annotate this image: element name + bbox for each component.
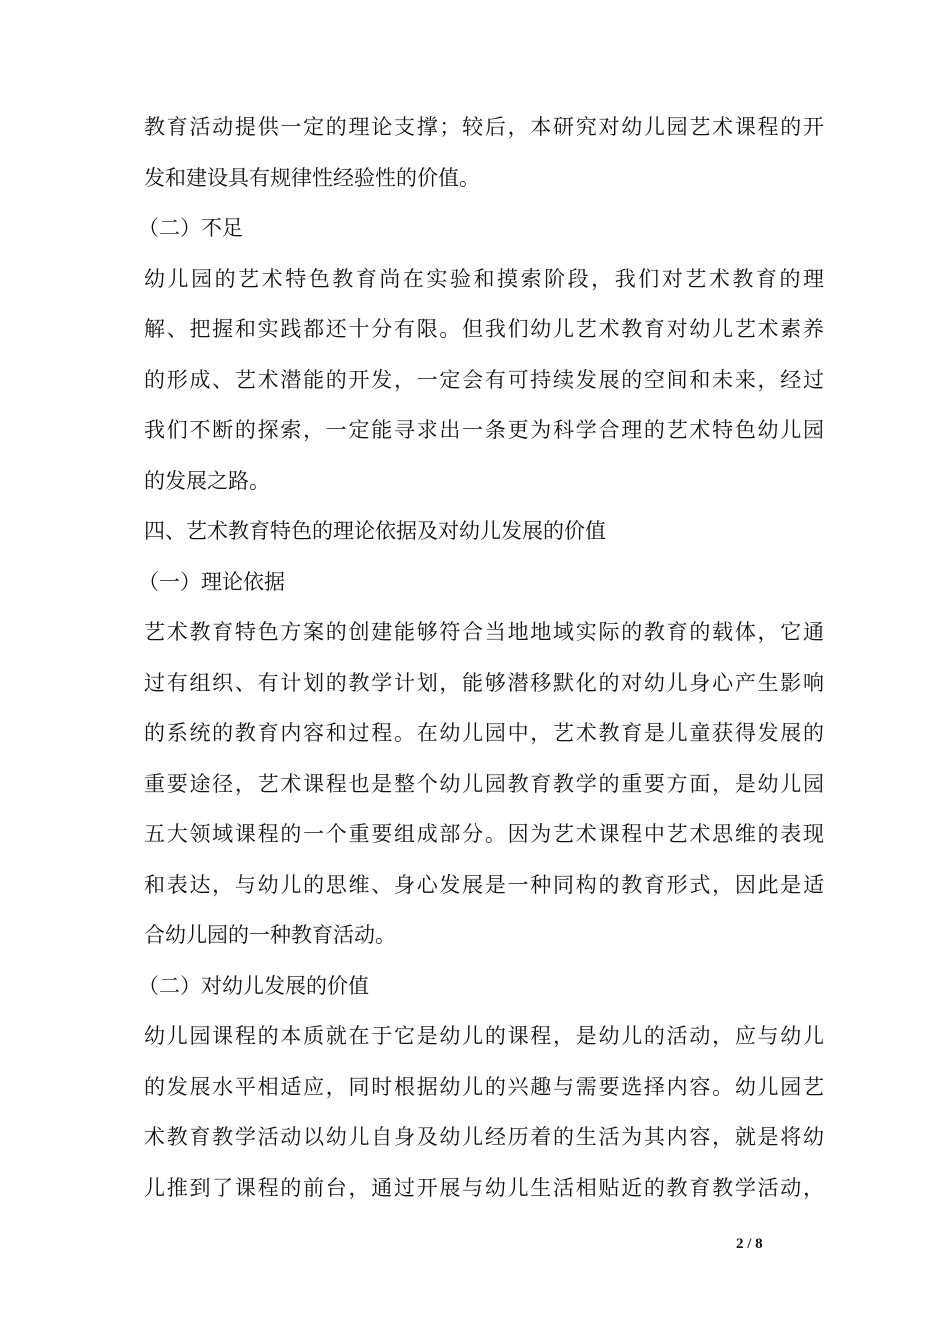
page-number: 2 / 8 bbox=[736, 1236, 763, 1252]
text-line: 的发展水平相适应，同时根据幼儿的兴趣与需要选择内容。幼儿园艺 bbox=[144, 1074, 824, 1099]
text-line: 发和建设具有规律性经验性的价值。 bbox=[144, 165, 480, 190]
text-line: 术教育教学活动以幼儿自身及幼儿经历着的生活为其内容，就是将幼 bbox=[144, 1125, 824, 1149]
text-line: 儿推到了课程的前台，通过开展与幼儿生活相贴近的教育教学活动， bbox=[144, 1175, 824, 1200]
text-line: 我们不断的探索，一定能寻求出一条更为科学合理的艺术特色幼儿园 bbox=[144, 418, 824, 442]
text-line: 幼儿园的艺术特色教育尚在实验和摸索阶段，我们对艺术教育的理 bbox=[144, 266, 824, 291]
text-line: 和表达，与幼儿的思维、身心发展是一种同构的教育形式，因此是适 bbox=[144, 872, 824, 897]
section-heading: 四、艺术教育特色的理论依据及对幼儿发展的价值 bbox=[144, 519, 606, 543]
text-line: 的系统的教育内容和过程。在幼儿园中，艺术教育是儿童获得发展的 bbox=[144, 721, 824, 745]
text-line: 幼儿园课程的本质就在于它是幼儿的课程，是幼儿的活动，应与幼儿 bbox=[144, 1024, 824, 1048]
text-line: 教育活动提供一定的理论支撑；较后，本研究对幼儿园艺术课程的开 bbox=[144, 115, 824, 139]
section-heading: （二）不足 bbox=[138, 216, 243, 240]
body-text bbox=[138, 102, 824, 1213]
text-line: 解、把握和实践都还十分有限。但我们幼儿艺术教育对幼儿艺术素养 bbox=[144, 317, 824, 341]
text-line: 的发展之路。 bbox=[144, 468, 270, 493]
text-line: 的形成、艺术潜能的开发，一定会有可持续发展的空间和未来，经过 bbox=[144, 367, 824, 392]
text-line: 五大领域课程的一个重要组成部分。因为艺术课程中艺术思维的表现 bbox=[144, 822, 824, 846]
text-line: 重要途径，艺术课程也是整个幼儿园教育教学的重要方面，是幼儿园 bbox=[144, 771, 824, 796]
text-line: 艺术教育特色方案的创建能够符合当地地域实际的教育的载体，它通 bbox=[144, 620, 824, 644]
section-heading: （二）对幼儿发展的价值 bbox=[138, 973, 369, 998]
text-line: 合幼儿园的一种教育活动。 bbox=[144, 923, 396, 947]
section-heading: （一）理论依据 bbox=[138, 569, 285, 594]
text-line: 过有组织、有计划的教学计划，能够潜移默化的对幼儿身心产生影响 bbox=[144, 670, 824, 695]
